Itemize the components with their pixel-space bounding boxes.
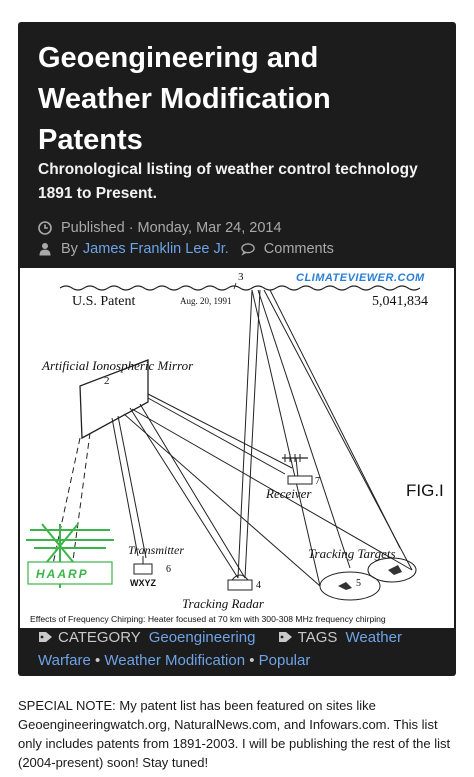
user-icon	[38, 242, 52, 256]
author-link[interactable]: James Franklin Lee Jr.	[82, 241, 229, 257]
ref-6-label: 6	[166, 564, 171, 575]
ref-3-label: 3	[238, 271, 244, 283]
published-date: Monday, Mar 24, 2014	[137, 220, 282, 236]
special-note: SPECIAL NOTE: My patent list has been featured on sites like Geoengineeringwatch.org, NaturalNews.com, and Infowars.com. This list only includes patents from 1891-2003. I will be publishing the rest of the list (2004-present) soon! Stay tuned!	[18, 698, 451, 770]
fig-label: FIG.I	[406, 481, 444, 500]
aircraft-icon	[388, 565, 402, 575]
upper-beams	[238, 290, 412, 586]
ionosphere-line	[60, 286, 420, 290]
meta-separator: ·	[128, 220, 134, 236]
tracking-radar-label: Tracking Radar	[182, 596, 264, 611]
mirror-label: Artificial Ionospheric Mirror	[42, 358, 194, 373]
aircraft-icon	[338, 582, 352, 590]
tag-separator: •	[249, 652, 255, 669]
ref-2-label: 2	[104, 375, 110, 387]
receiver-antenna-icon	[282, 454, 312, 484]
clock-icon	[38, 221, 52, 235]
ref-7-label: 7	[315, 476, 320, 487]
transmitter-label: Transmitter	[128, 543, 185, 557]
patent-figure	[20, 268, 454, 628]
tracking-radar-icon	[228, 575, 252, 590]
comments-link[interactable]: Comments	[263, 241, 334, 257]
haarp-label: HAARP	[36, 567, 89, 581]
article-subtitle: Chronological listing of weather control technology 1891 to Present.	[38, 161, 418, 202]
published-row	[38, 218, 282, 238]
transmitter-icon	[134, 556, 152, 574]
tag-link-popular[interactable]: Popular	[258, 652, 311, 669]
figure-caption: Effects of Frequency Chirping: Heater focused at 70 km with 300-308 MHz frequency chirping	[30, 614, 386, 624]
watermark: CLIMATEVIEWER.COM	[296, 272, 425, 284]
published-label: Published	[61, 220, 125, 236]
tag-link-weather-warfare[interactable]: Weather Warfare	[38, 629, 402, 669]
article-title: Geoengineering and Weather Modification Patents	[38, 42, 331, 156]
tags-icon	[278, 631, 293, 643]
patent-label: U.S. Patent	[72, 294, 136, 309]
tag-icon	[38, 631, 53, 643]
patent-diagram	[20, 268, 454, 628]
by-label: By	[61, 241, 78, 257]
tracking-targets-label: Tracking Targets	[308, 546, 396, 561]
category-label: CATEGORY	[58, 629, 141, 646]
article-header-card	[18, 22, 456, 676]
ref-4-label: 4	[256, 580, 261, 591]
tags-label: TAGS	[297, 629, 338, 646]
tag-link-weather-modification[interactable]: Weather Modification	[104, 652, 246, 669]
patent-date: Aug. 20, 1991	[180, 296, 232, 306]
ref-5-label: 5	[356, 578, 361, 589]
category-link[interactable]: Geoengineering	[148, 629, 256, 646]
taxonomy	[38, 626, 448, 672]
station-label: WXYZ	[130, 578, 156, 588]
patent-number: 5,041,834	[372, 294, 428, 309]
byline-row	[38, 239, 334, 259]
comment-icon[interactable]	[241, 242, 255, 256]
tag-separator: •	[94, 652, 101, 669]
receiver-label: Receiver	[266, 486, 312, 501]
